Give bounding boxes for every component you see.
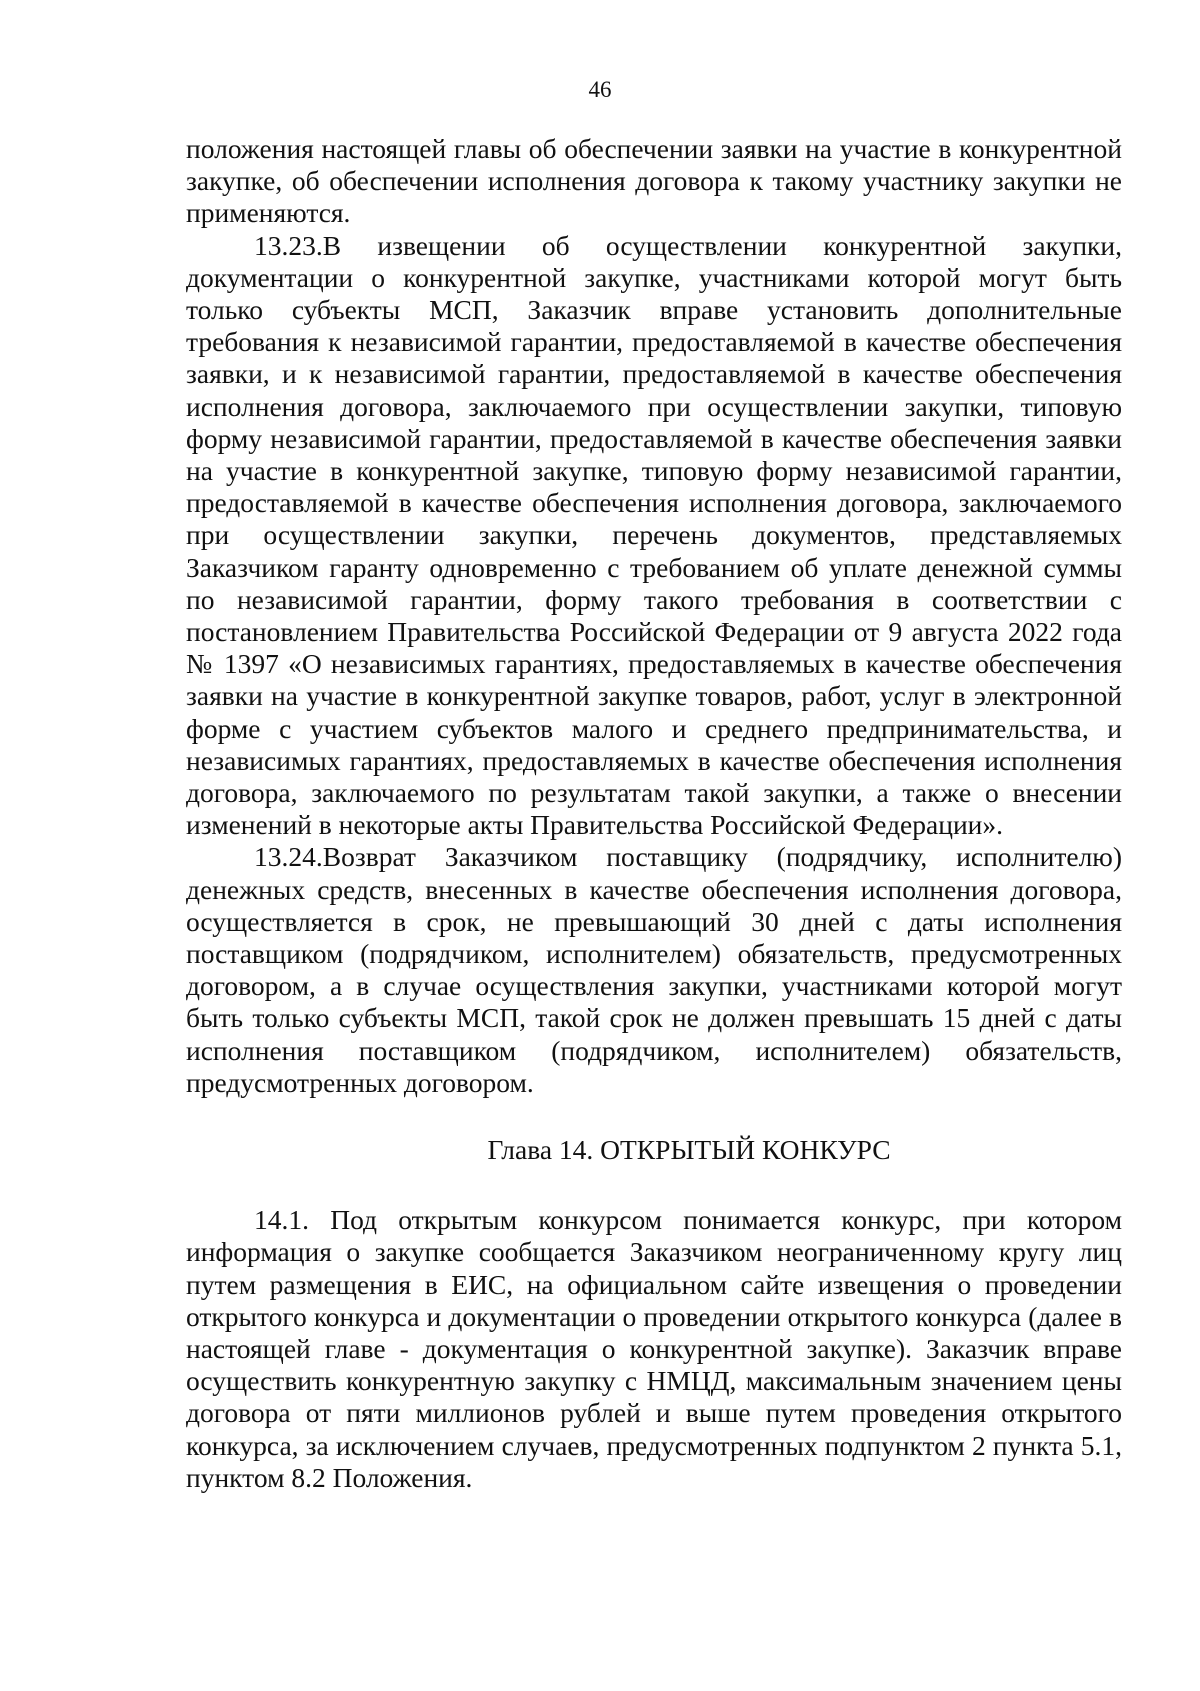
paragraph-13-23: 13.23.В извещении об осуществлении конкурентной закупки, документации о конкурентной закупке, участниками которой могут быть только субъекты МСП, Заказчик вправе установить дополнительные требования к независимой гарантии, предоставляемой в качестве обеспечения заявки, и к независимой гарантии, предоставляемой в качестве обеспечения исполнения договора, заключаемого при осуществлении закупки, типовую форму независимой гарантии, предоставляемой в качестве обеспечения заявки на участие в конкурентной закупке, типовую форму независимой гарантии, предоставляемой в качестве обеспечения исполнения договора, заключаемого при осуществлении закупки, перечень документов, представляемых Заказчиком гаранту одновременно с требованием об уплате денежной суммы по независимой гарантии, форму такого требования в соответствии с постановлением Правительства Российской Федерации от 9 августа 2022 года № 1397 «О независимых гарантиях, предоставляемых в качестве обеспечения заявки на участие в конкурентной закупке товаров, работ, услуг в электронной форме с участием субъектов малого и среднего предпринимательства, и независимых гарантиях, предоставляемых в качестве обеспечения исполнения договора, заключаемого по результатам такой закупки, а также о внесении изменений в некоторые акты Правительства Российской Федерации». (186, 229, 1122, 841)
page-number: 46 (588, 77, 612, 102)
paragraph-continuation: положения настоящей главы об обеспечении заявки на участие в конкурентной закупке, об обеспечении исполнения договора к такому участнику закупки не применяются. (186, 133, 1122, 229)
document-body (186, 133, 1122, 1494)
paragraph-14-1: 14.1. Под открытым конкурсом понимается конкурс, при котором информация о закупке сообщается Заказчиком неограниченному кругу лиц путем размещения в ЕИС, на официальном сайте извещения о проведении открытого конкурса и документации о проведении открытого конкурса (далее в настоящей главе - документация о конкурентной закупке). Заказчик вправе осуществить конкурентную закупку с НМЦД, максимальным значением цены договора от пяти миллионов рублей и выше путем проведения открытого конкурса, за исключением случаев, предусмотренных подпунктом 2 пункта 5.1, пунктом 8.2 Положения. (186, 1204, 1122, 1493)
paragraph-13-24: 13.24.Возврат Заказчиком поставщику (подрядчику, исполнителю) денежных средств, внесенных в качестве обеспечения исполнения договора, осуществляется в срок, не превышающий 30 дней с даты исполнения поставщиком (подрядчиком, исполнителем) обязательств, предусмотренных договором, а в случае осуществления закупки, участниками которой могут быть только субъекты МСП, такой срок не должен превышать 15 дней с даты исполнения поставщиком (подрядчиком, исполнителем) обязательств, предусмотренных договором. (186, 841, 1122, 1098)
chapter-title: Глава 14. ОТКРЫТЫЙ КОНКУРС (487, 1134, 891, 1166)
